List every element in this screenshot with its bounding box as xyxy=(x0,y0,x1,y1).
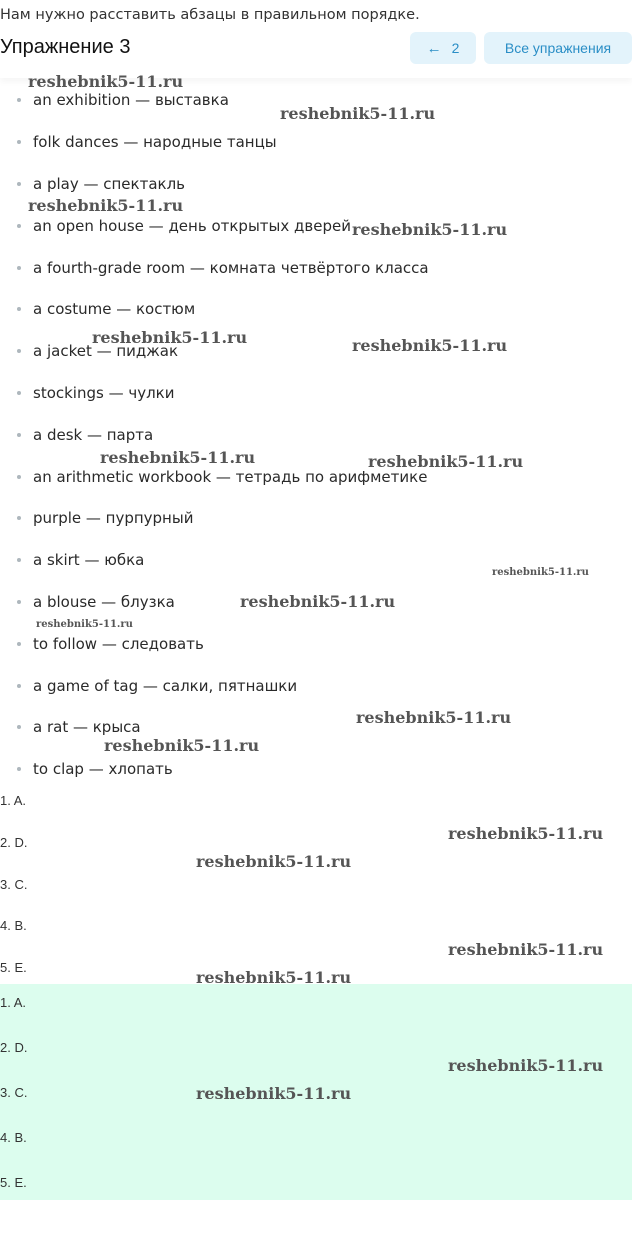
bullet-icon xyxy=(17,642,21,646)
list-item: an exhibition — выставка xyxy=(17,88,229,112)
bullet-icon xyxy=(17,140,21,144)
bullet-icon xyxy=(17,516,21,520)
bullet-icon xyxy=(17,224,21,228)
answer-item: 3. C. xyxy=(0,877,28,892)
list-item: an open house — день открытых дверей xyxy=(17,214,351,238)
watermark: reshebnik5-11.ru xyxy=(368,452,524,471)
watermark: reshebnik5-11.ru xyxy=(196,968,352,987)
list-item: a fourth-grade room — комната четвёртого класса xyxy=(17,256,429,280)
list-item: a desk — парта xyxy=(17,423,153,447)
list-item: a blouse — блузка xyxy=(17,590,175,614)
bullet-icon xyxy=(17,600,21,604)
list-item: a play — спектакль xyxy=(17,172,185,196)
arrow-left-icon: ← xyxy=(426,39,442,57)
watermark: reshebnik5-11.ru xyxy=(36,619,133,630)
watermark: reshebnik5-11.ru xyxy=(28,72,184,91)
bullet-icon xyxy=(17,767,21,771)
answer-item: 4. B. xyxy=(0,1130,27,1145)
list-item: a rat — крыса xyxy=(17,715,141,739)
answer-item: 1. A. xyxy=(0,995,27,1010)
answer-item: 2. D. xyxy=(0,835,28,850)
answer-item: 4. B. xyxy=(0,918,27,933)
bullet-icon xyxy=(17,725,21,729)
watermark: reshebnik5-11.ru xyxy=(356,708,512,727)
list-item: to follow — следовать xyxy=(17,632,204,656)
watermark: reshebnik5-11.ru xyxy=(492,567,589,578)
watermark: reshebnik5-11.ru xyxy=(280,104,436,123)
list-item: an arithmetic workbook — тетрадь по арифметике xyxy=(17,465,427,489)
list-item: stockings — чулки xyxy=(17,381,175,405)
exercise-title: Упражнение 3 xyxy=(0,36,131,58)
answer-item: 5. E. xyxy=(0,960,27,975)
prev-exercise-button[interactable] xyxy=(410,32,476,64)
watermark: reshebnik5-11.ru xyxy=(352,336,508,355)
list-item: a game of tag — салки, пятнашки xyxy=(17,674,297,698)
bullet-icon xyxy=(17,266,21,270)
list-item: a skirt — юбка xyxy=(17,548,144,572)
watermark: reshebnik5-11.ru xyxy=(448,824,604,843)
list-item: folk dances — народные танцы xyxy=(17,130,277,154)
bullet-icon xyxy=(17,182,21,186)
bullet-icon xyxy=(17,307,21,311)
watermark: reshebnik5-11.ru xyxy=(352,220,508,239)
all-exercises-button[interactable]: Все упражнения xyxy=(484,32,632,64)
bullet-icon xyxy=(17,475,21,479)
bullet-icon xyxy=(17,349,21,353)
watermark: reshebnik5-11.ru xyxy=(196,1084,352,1103)
bullet-icon xyxy=(17,98,21,102)
watermark: reshebnik5-11.ru xyxy=(28,196,184,215)
watermark: reshebnik5-11.ru xyxy=(104,736,260,755)
answer-item: 2. D. xyxy=(0,1040,28,1055)
answer-item: 5. E. xyxy=(0,1175,27,1190)
watermark: reshebnik5-11.ru xyxy=(448,1056,604,1075)
list-item: purple — пурпурный xyxy=(17,506,193,530)
intro-text: Нам нужно расставить абзацы в правильном порядке. xyxy=(0,7,420,23)
list-item: to clap — хлопать xyxy=(17,757,173,781)
answer-item: 1. A. xyxy=(0,793,27,808)
list-item: a costume — костюм xyxy=(17,297,195,321)
watermark: reshebnik5-11.ru xyxy=(92,328,248,347)
watermark: reshebnik5-11.ru xyxy=(196,852,352,871)
bullet-icon xyxy=(17,684,21,688)
bullet-icon xyxy=(17,558,21,562)
list-item: a jacket — пиджак xyxy=(17,339,178,363)
prev-exercise-label: 2 xyxy=(451,40,460,56)
bullet-icon xyxy=(17,391,21,395)
watermark: reshebnik5-11.ru xyxy=(448,940,604,959)
answer-item: 3. C. xyxy=(0,1085,28,1100)
watermark: reshebnik5-11.ru xyxy=(100,448,256,467)
watermark: reshebnik5-11.ru xyxy=(240,592,396,611)
bullet-icon xyxy=(17,433,21,437)
